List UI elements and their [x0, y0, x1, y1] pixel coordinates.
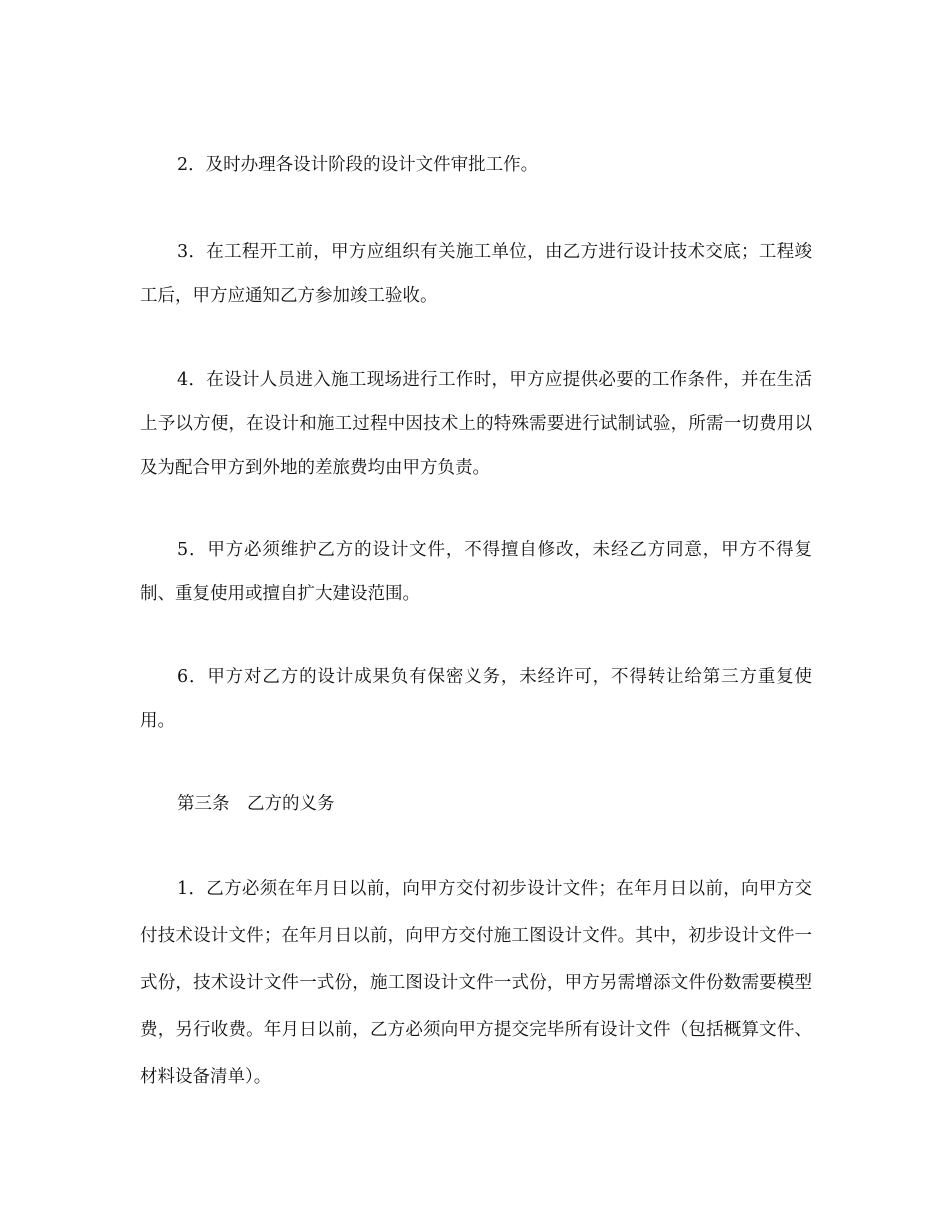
clause-text: 日以前，向甲方交付初步设计文件；在: [331, 879, 635, 899]
year-label: 年: [299, 926, 317, 946]
clause-text: 1．乙方必须在: [177, 879, 296, 899]
article-heading-text: 第三条 乙方的义务: [177, 794, 335, 814]
clause-text: 日以前，乙方必须向甲方提交完毕所有设计文件（包括概算文件、材料设备清单）。: [140, 1020, 813, 1087]
paragraph-3-text: 3．在工程开工前，甲方应组织有关施工单位，由乙方进行设计技术交底；工程竣工后，甲方应通知乙方参加竣工验收。: [140, 242, 812, 306]
paragraph-6-text: 6．甲方对乙方的设计成果负有保密义务，未经许可，不得转让给第三方重复使用。: [140, 667, 812, 731]
paragraph-4: [140, 358, 812, 490]
year-label: 年: [263, 1020, 282, 1040]
paragraph-2-text: 2．及时办理各设计阶段的设计文件审批工作。: [177, 155, 539, 175]
clause-text: 份，技术设计文件一式: [157, 973, 335, 993]
month-label: 月: [281, 1020, 300, 1040]
month-label: 月: [316, 926, 335, 946]
clause-1: [140, 867, 812, 1099]
clause-text: 份，施工图设计文件一式: [334, 973, 530, 993]
year-label: 年: [634, 879, 652, 899]
paragraph-5: [140, 528, 812, 616]
month-label: 月: [313, 879, 332, 899]
paragraph-5-text: 5．甲方必须维护乙方的设计文件，不得擅自修改，未经乙方同意，甲方不得复制、重复使用或擅自扩大建设范围。: [140, 540, 812, 604]
paragraph-4-text: 4．在设计人员进入施工现场进行工作时，甲方应提供必要的工作条件，并在生活上予以方便，在设计和施工过程中因技术上的特殊需要进行试制试验，所需一切费用以及为配合甲方到外地的差旅费均由甲方负责。: [140, 370, 812, 478]
paragraph-2: [140, 143, 812, 187]
paragraph-6: [140, 655, 812, 743]
year-label: 年: [295, 879, 314, 899]
clause-text: 份，甲方另需增添文件份数需要模型费，另行收费。: [140, 973, 813, 1040]
clause-text: 日以前，向甲方交付施工图设计文件。其中，初步设计文件一式: [140, 926, 813, 993]
clause-text: 日以前，向甲方交付技术设计文件；在: [140, 879, 813, 946]
month-label: 月: [651, 879, 670, 899]
article-heading: [140, 782, 812, 826]
paragraph-3: [140, 230, 812, 318]
